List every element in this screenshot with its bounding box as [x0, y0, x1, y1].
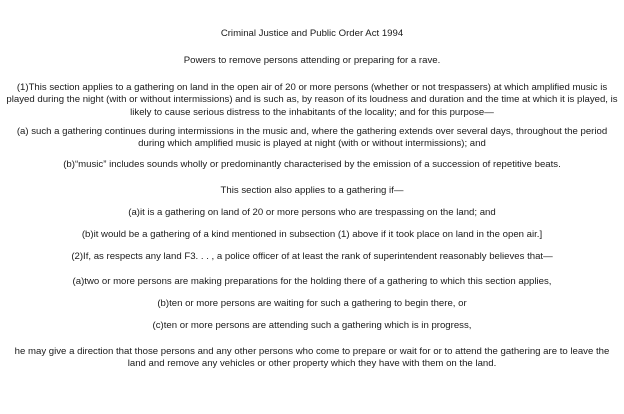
paragraph-subsection-2: (2)If, as respects any land F3. . . , a police officer of at least the rank of superintendent reasonably believes that— — [71, 251, 553, 262]
paragraph-2c: (c)ten or more persons are attending such a gathering which is in progress, — [152, 320, 472, 331]
paragraph-also-applies: This section also applies to a gathering if— — [220, 185, 404, 196]
paragraph-2b: (b)ten or more persons are waiting for such a gathering to begin there, or — [157, 298, 467, 309]
paragraph-direction: he may give a direction that those persons and any other persons who come to prepare or wait for or to attend the gathering are to leave the land and remove any vehicles or other property which they have with them on the land. — [14, 346, 610, 370]
document-title: Criminal Justice and Public Order Act 1994 — [220, 28, 404, 39]
paragraph-1a: (a) such a gathering continues during intermissions in the music and, where the gathering extends over several days, throughout the period during which amplified music is played at night (with or without intermissions); and — [16, 126, 608, 150]
paragraph-2a: (a)two or more persons are making preparations for the holding there of a gathering to which this section applies, — [72, 276, 552, 287]
paragraph-subsection-1: (1)This section applies to a gathering on land in the open air of 20 or more persons (whether or not trespassers) at which amplified music is played during the night (with or without intermissions) and is such as, by reason of its loudness and duration and the time at which it is played, is likely to cause serious distress to the inhabitants of the locality; and for this purpose— — [6, 82, 618, 118]
section-heading: Powers to remove persons attending or preparing for a rave. — [183, 55, 441, 66]
paragraph-also-b: (b)it would be a gathering of a kind mentioned in subsection (1) above if it took place on land in the open air.] — [81, 229, 543, 240]
paragraph-1b: (b)“music” includes sounds wholly or predominantly characterised by the emission of a succession of repetitive beats. — [63, 159, 561, 170]
paragraph-also-a: (a)it is a gathering on land of 20 or more persons who are trespassing on the land; and — [128, 207, 496, 218]
